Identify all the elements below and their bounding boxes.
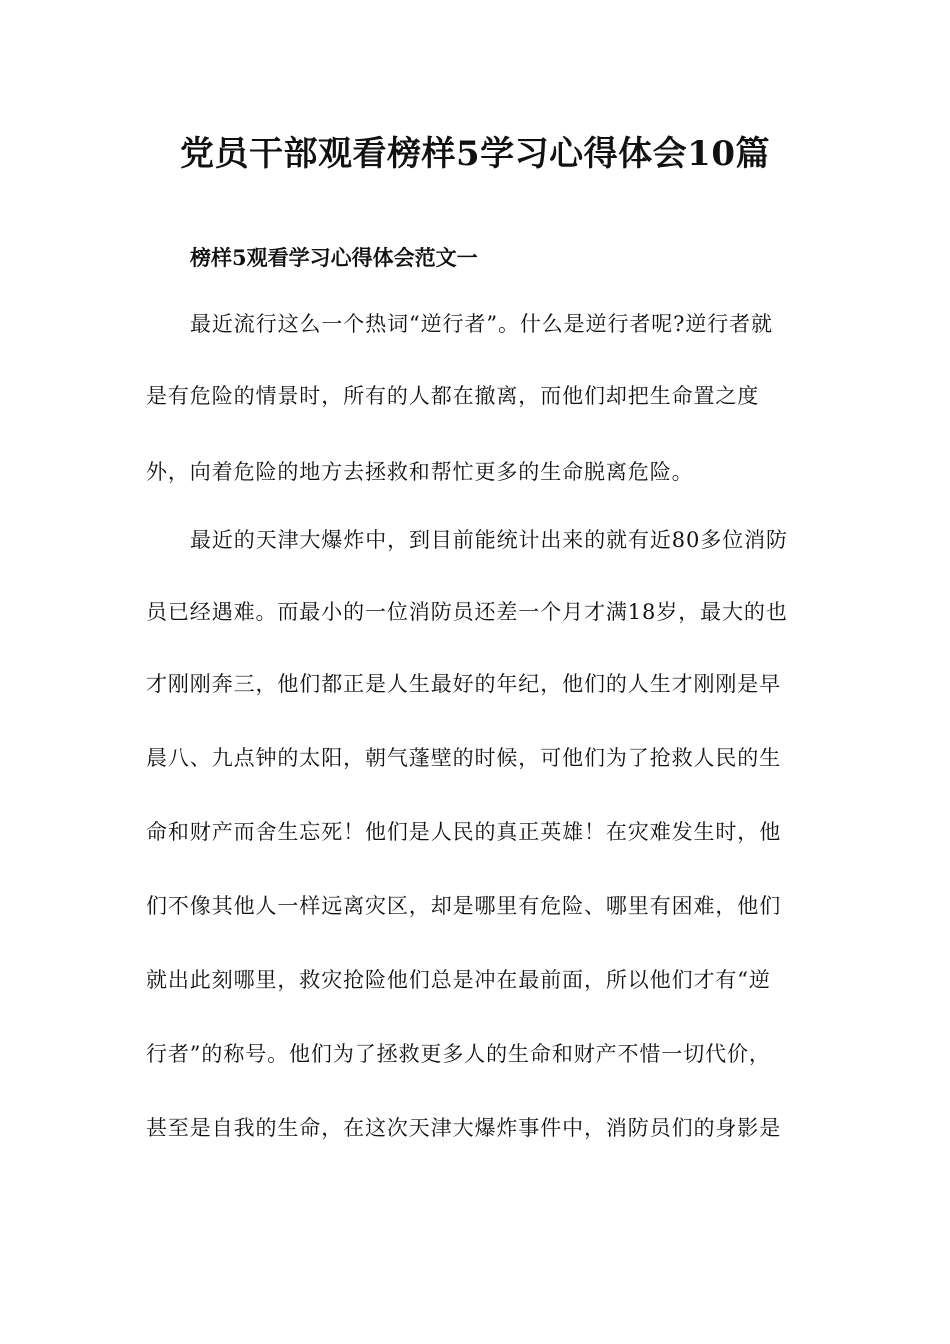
paragraph-line: 外，向着危险的地方去拯救和帮忙更多的生命脱离危险。 — [146, 460, 694, 484]
paragraph-line: 员已经遇难。而最小的一位消防员还差一个月才满18岁，最大的也 — [146, 600, 788, 624]
paragraph-line: 甚至是自我的生命，在这次天津大爆炸事件中，消防员们的身影是 — [146, 1116, 782, 1140]
paragraph-line: 就出此刻哪里，救灾抢险他们总是冲在最前面，所以他们才有“逆 — [146, 968, 771, 992]
paragraph-line: 行者”的称号。他们为了拯救更多人的生命和财产不惜一切代价， — [146, 1042, 771, 1066]
paragraph-line: 晨八、九点钟的太阳，朝气蓬壁的时候，可他们为了抢救人民的生 — [146, 746, 782, 770]
paragraph-line: 才刚刚奔三，他们都正是人生最好的年纪，他们的人生才刚刚是早 — [146, 672, 782, 696]
paragraph-line: 命和财产而舍生忘死！他们是人民的真正英雄！在灾难发生时，他 — [146, 820, 782, 844]
paragraph-line: 最近的天津大爆炸中，到目前能统计出来的就有近80多位消防 — [190, 528, 788, 552]
paragraph-line: 们不像其他人一样远离灾区，却是哪里有危险、哪里有困难，他们 — [146, 894, 782, 918]
section-subtitle: 榜样5观看学习心得体会范文一 — [190, 245, 478, 270]
paragraph-line: 是有危险的情景时，所有的人都在撤离，而他们却把生命置之度 — [146, 384, 760, 408]
document-title: 党员干部观看榜样5学习心得体会10篇 — [180, 134, 770, 174]
paragraph-line: 最近流行这么一个热词“逆行者”。什么是逆行者呢?逆行者就 — [190, 312, 773, 336]
